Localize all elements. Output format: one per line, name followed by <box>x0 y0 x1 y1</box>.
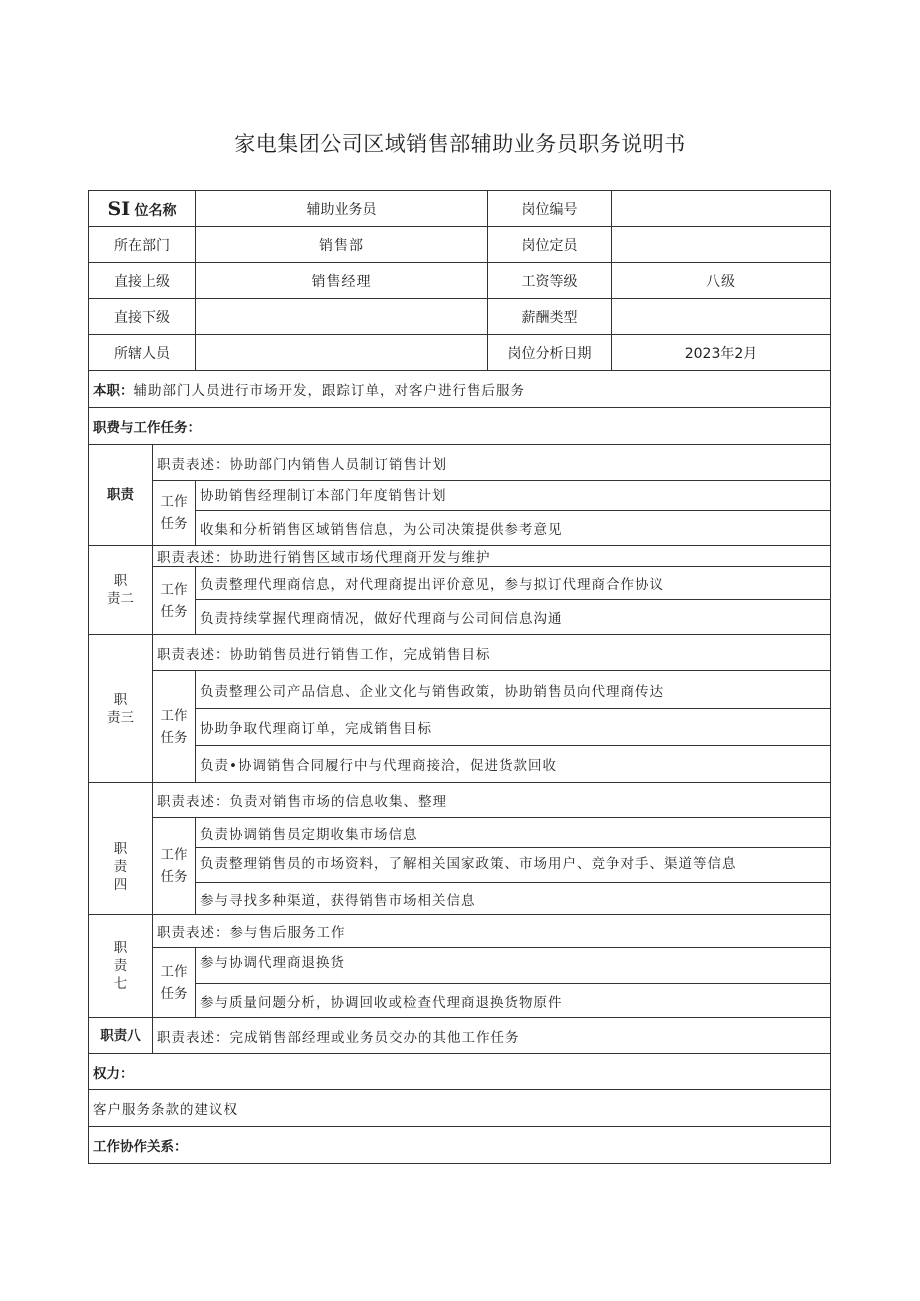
rights-row <box>89 1090 831 1127</box>
task-row <box>89 481 831 511</box>
task-item: 负责整理销售员的市场资料，了解相关国家政策、市场用户、竞争对手、渠道等信息 <box>196 848 831 883</box>
duty-label: 职责 <box>89 445 153 546</box>
header-row <box>89 335 831 371</box>
summary-cell <box>89 371 831 408</box>
duty-label: 职 责二 <box>89 546 153 635</box>
rights-heading: 权力： <box>89 1054 831 1090</box>
superior-value: 销售经理 <box>196 263 488 299</box>
task-row <box>89 709 831 746</box>
task-label: 工作 任务 <box>153 948 196 1018</box>
summary-label: 本职： <box>93 383 134 399</box>
superior-label: 直接上级 <box>89 263 196 299</box>
position-number-label: 岗位编号 <box>488 191 612 227</box>
task-row <box>89 818 831 848</box>
duty-desc-row <box>89 546 831 567</box>
task-row <box>89 848 831 883</box>
task-row <box>89 567 831 600</box>
task-row <box>89 600 831 635</box>
header-row <box>89 263 831 299</box>
duty-description: 职责表述：协助部门内销售人员制订销售计划 <box>153 445 831 481</box>
task-row <box>89 671 831 709</box>
department-label: 所在部门 <box>89 227 196 263</box>
task-item: 负责持续掌握代理商情况，做好代理商与公司间信息沟通 <box>196 600 831 635</box>
task-item: 收集和分析销售区域销售信息，为公司决策提供参考意见 <box>196 511 831 546</box>
staff-label: 所辖人员 <box>89 335 196 371</box>
task-row <box>89 883 831 915</box>
staff-value <box>196 335 488 371</box>
subordinate-value <box>196 299 488 335</box>
duty-description: 职责表述：协助销售员进行销售工作，完成销售目标 <box>153 635 831 671</box>
duty-label: 职 责三 <box>89 635 153 783</box>
duty-desc-row <box>89 783 831 818</box>
page-title: 家电集团公司区域销售部辅助业务员职务说明书 <box>234 132 686 156</box>
task-item: 负责•协调销售合同履行中与代理商接洽，促进货款回收 <box>196 746 831 783</box>
summary-text: 辅助部门人员进行市场开发，跟踪订单，对客户进行售后服务 <box>133 383 525 399</box>
summary-row <box>89 371 831 408</box>
duty-description: 职责表述：协助进行销售区域市场代理商开发与维护 <box>153 546 831 567</box>
position-name-label: SI 位名称 <box>89 191 196 227</box>
job-description-table <box>88 190 831 1164</box>
task-item: 参与协调代理商退换货 <box>196 948 831 984</box>
duty-desc-row <box>89 445 831 481</box>
duty-label: 职 责 七 <box>89 915 153 1018</box>
header-row <box>89 227 831 263</box>
rights-text: 客户服务条款的建议权 <box>89 1090 831 1127</box>
task-item: 协助争取代理商订单，完成销售目标 <box>196 709 831 746</box>
task-label: 工作 任务 <box>153 818 196 915</box>
task-item: 负责协调销售员定期收集市场信息 <box>196 818 831 848</box>
header-row <box>89 191 831 227</box>
analysis-date-label: 岗位分析日期 <box>488 335 612 371</box>
task-row <box>89 984 831 1018</box>
headcount-value <box>612 227 831 263</box>
position-name-value: 辅助业务员 <box>196 191 488 227</box>
duty-desc-row <box>89 635 831 671</box>
duty-desc-row <box>89 915 831 948</box>
task-label: 工作 任务 <box>153 671 196 783</box>
cooperation-heading: 工作协作关系： <box>89 1127 831 1164</box>
task-item: 负责整理代理商信息，对代理商提出评价意见，参与拟订代理商合作协议 <box>196 567 831 600</box>
duty-description: 职责表述：负责对销售市场的信息收集、整理 <box>153 783 831 818</box>
duty-label: 职 责 四 <box>89 783 153 915</box>
header-row <box>89 299 831 335</box>
pay-type-value <box>612 299 831 335</box>
department-value: 销售部 <box>196 227 488 263</box>
salary-grade-label: 工资等级 <box>488 263 612 299</box>
task-item: 负责整理公司产品信息、企业文化与销售政策，协助销售员向代理商传达 <box>196 671 831 709</box>
cooperation-row <box>89 1127 831 1164</box>
task-row <box>89 511 831 546</box>
pay-type-label: 薪酬类型 <box>488 299 612 335</box>
duties-heading: 职费与工作任务： <box>89 408 831 445</box>
duty-desc-row <box>89 1018 831 1054</box>
task-row <box>89 948 831 984</box>
headcount-label: 岗位定员 <box>488 227 612 263</box>
analysis-date-value: 2023年2月 <box>612 335 831 371</box>
duty-description: 职责表述：参与售后服务工作 <box>153 915 831 948</box>
task-item: 协助销售经理制订本部门年度销售计划 <box>196 481 831 511</box>
task-item: 参与质量问题分析，协调回收或检查代理商退换货物原件 <box>196 984 831 1018</box>
task-item: 参与寻找多种渠道，获得销售市场相关信息 <box>196 883 831 915</box>
task-label: 工作 任务 <box>153 481 196 546</box>
duties-heading-row <box>89 408 831 445</box>
duty-description: 职责表述：完成销售部经理或业务员交办的其他工作任务 <box>153 1018 831 1054</box>
task-label: 工作 任务 <box>153 567 196 635</box>
duty-label: 职责八 <box>89 1018 153 1054</box>
rights-heading-row <box>89 1054 831 1090</box>
subordinate-label: 直接下级 <box>89 299 196 335</box>
task-row <box>89 746 831 783</box>
position-number-value <box>612 191 831 227</box>
salary-grade-value: 八级 <box>612 263 831 299</box>
